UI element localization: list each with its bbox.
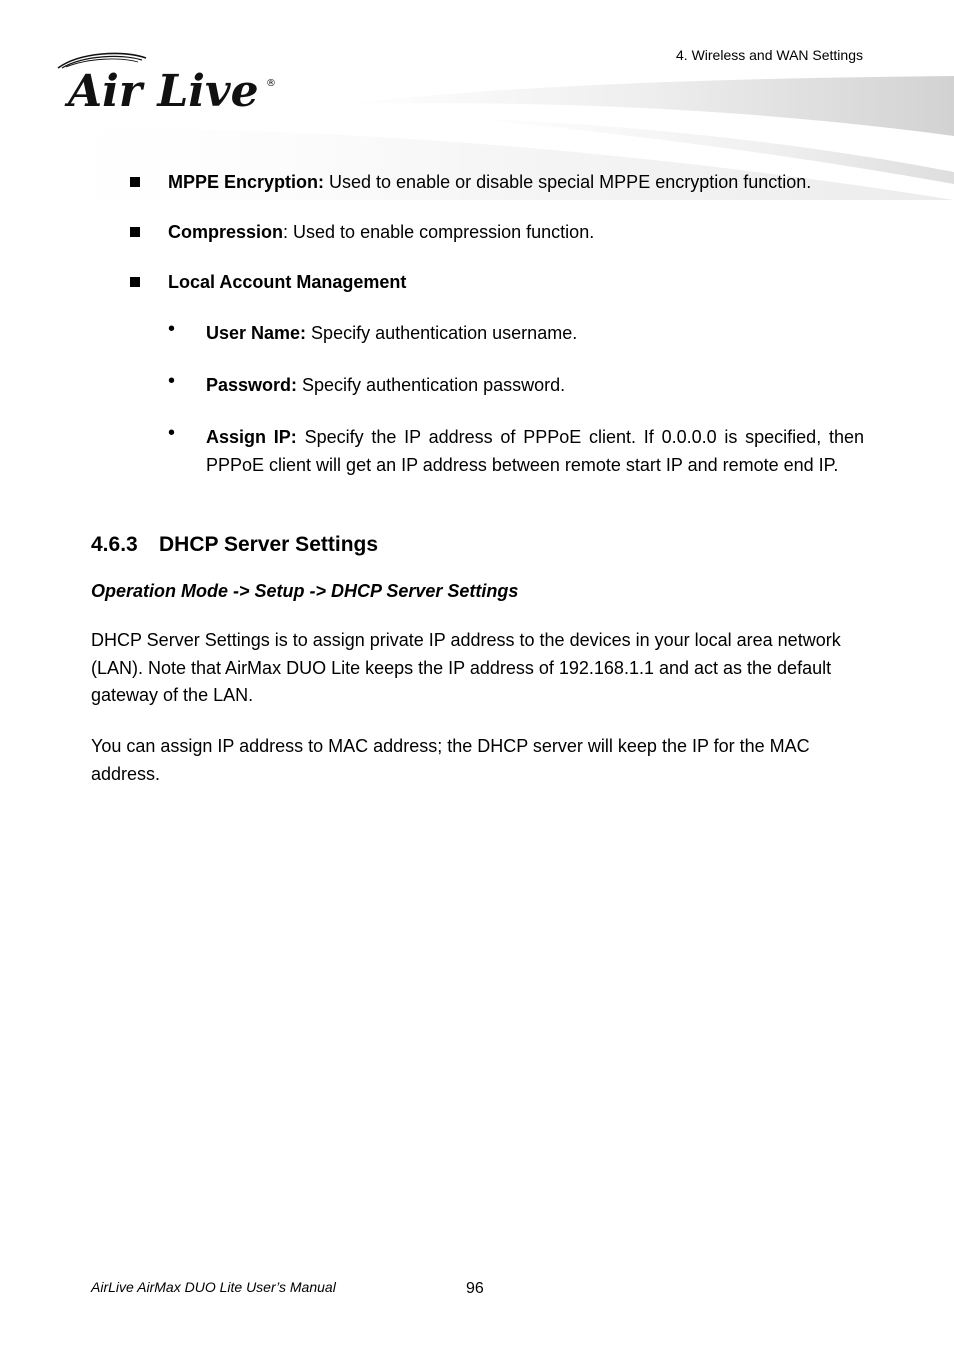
sub-bullet-description: Specify the IP address of PPPoE client. If 0.0.0.0 is specified, then PPPoE client will get an IP address between remote start IP and remote end IP. [206,427,864,475]
svg-text:Air Live: Air Live [68,66,259,116]
section-title: DHCP Server Settings [159,533,379,556]
dot-bullet-icon: • [168,422,176,444]
square-bullet-icon [130,227,140,237]
chapter-title: 4. Wireless and WAN Settings [676,47,863,63]
bullet-term: MPPE Encryption: [168,172,325,192]
bullet-term: Local Account Management [168,272,407,292]
body-paragraph: DHCP Server Settings is to assign private IP address to the devices in your local area network (LAN). Note that AirMax DUO Lite keeps the IP address of 192.168.1.1 and act as the default gateway of the LAN. [91,630,841,705]
airlive-logo [54,46,284,116]
sub-bullet-term: Password: [206,375,298,395]
section-heading [91,532,378,558]
navigation-path: Operation Mode -> Setup -> DHCP Server Settings [91,581,519,601]
sub-bullet-password [168,371,864,399]
body-paragraph: You can assign IP address to MAC address; the DHCP server will keep the IP for the MAC address. [91,736,810,784]
sub-bullet-description: Specify authentication password. [297,375,566,395]
section-number: 4.6.3 [91,533,138,556]
dot-bullet-icon: • [168,318,176,340]
bullet-description: : Used to enable compression function. [283,222,595,242]
sub-bullet-term: Assign IP: [206,427,297,447]
square-bullet-icon [130,177,140,187]
sub-bullet-description: Specify authentication username. [306,323,578,343]
page-number: 96 [466,1280,484,1297]
bullet-description: Used to enable or disable special MPPE encryption function. [324,172,812,192]
sub-bullet-term: User Name: [206,323,307,343]
dot-bullet-icon: • [168,370,176,392]
square-bullet-icon [130,277,140,287]
sub-bullet-user-name [168,319,864,347]
footer-manual-title: AirLive AirMax DUO Lite User’s Manual [91,1279,336,1295]
svg-text:®: ® [266,78,276,89]
sub-bullet-assign-ip [168,423,864,479]
bullet-term: Compression [168,222,284,242]
